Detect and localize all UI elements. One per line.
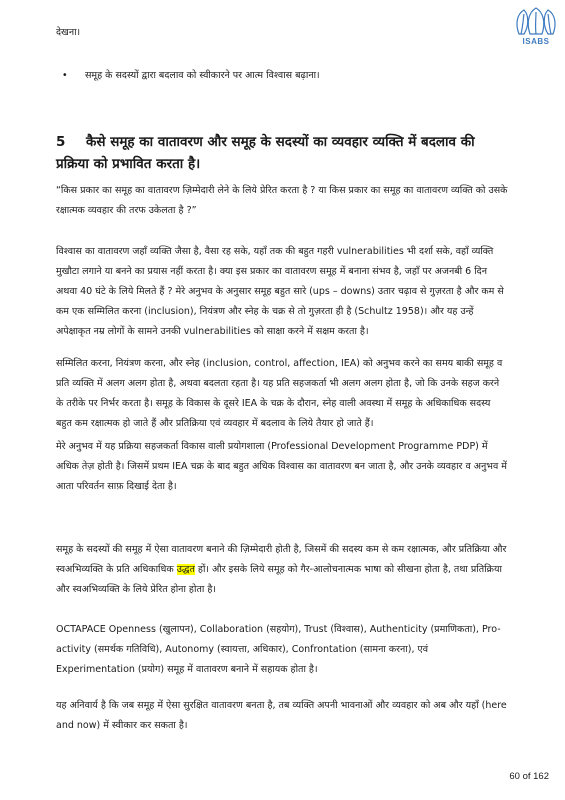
paragraph-5: OCTAPACE Openness (खुलापन), Collaboration (सहयोग), Trust (विश्वास), Authenticity (प्रमाणिकता), Pro-activity (समर्थक गतिविधि), Autonomy (स्वायत्ता, अधिकार), Confrontation (सामना करना), एवं Experimentation (प्रयोग) समूह में वातावरण बनाने में सहायक होता है। [56, 624, 501, 675]
paragraph-4-text-b: हों। और इसके लिये समूह को गैर-आलोचनात्मक भाषा को सीखना होता है, तथा प्रतिक्रिया और स्वअभिव्यक्ति के लिये प्रेरित होना होता है। [56, 564, 502, 595]
paragraph-1: विश्वास का वातावरण जहाँ व्यक्ति जैसा है, वैसा रह सके, यहाँ तक की बहुत गहरी vulnerabilities भी दर्शा सके, वहाँ व्यक्ति मुखौटा लगाने या बनने का प्रयास नहीं करता है। क्या इस प्रकार का वातावरण समूह में बनाना संभव है, जहाँ पर अजनबी 6 दिन अथवा 40 घंटे के लिये मिलते हैं ? मेरे अनुभव के अनुसार समूह बहुत सारे (ups – downs) उतार चढ़ाव से गुज़रता है और कम से कम एक सम्मिलित करना (inclusion), नियंत्रण और स्नेह के चक्र से तो गुज़रता ही है (Schultz 1958)। और यह उन्हें अपेक्षाकृत नम्र लोगों के सामने उनकी vulnerabilities को साक्षा करने में सक्षम करता है। [56, 246, 504, 337]
paragraph-3: मेरे अनुभव में यह प्रक्रिया सहजकर्ता विकास वाली प्रयोगशाला (Professional Development Programme PDP) में अधिक तेज़ होती है। जिसमें प्रथम IEA चक्र के बाद बहुत अधिक विश्वास का वातावरण बन जाता है, और उनके व्यवहार व अनुभव में आता परिवर्तन साफ़ दिखाई देता है। [56, 441, 507, 492]
paragraph-2: सम्मिलित करना, नियंत्रण करना, और स्नेह (inclusion, control, affection, IEA) को अनुभव करने का समय बाकी समूह व प्रति व्यक्ति में अलग अलग होता है, अथवा बदलता रहता है। यह प्रति सहजकर्ता भी अलग अलग होता है, जो कि उनके सहज करने के तरीके पर निर्भर करता है। समूह के विकास के दूसरे IEA के चक्र के दौरान, स्नेह वाली अवस्था में समूह के अधिकाधिक सदस्य बहुत कम रक्षात्मक हो जाते हैं और प्रतिक्रिया एवं व्यवहार में बदलाव के लिये तैयार हो जाते हैं। [56, 358, 503, 429]
isabs-logo [513, 6, 559, 52]
page-number: 60 of 162 [509, 771, 549, 782]
bullet-text: समूह के सदस्यों द्वारा बदलाव को स्वीकारने पर आत्म विश्वास बढ़ाना। [85, 70, 320, 81]
section-heading-cont [56, 153, 508, 175]
paragraph-6: यह अनिवार्य है कि जब समूह में ऐसा सुरक्षित वातावरण बनता है, तब व्यक्ति अपनी भावनाओं और व्यवहार को अब और यहाँ (here and now) में स्वीकार कर सकता है। [56, 700, 507, 731]
isabs-logo-mark [513, 6, 559, 38]
section-title-line2: प्रक्रिया को प्रभावित करता है। [56, 156, 201, 172]
section-title-line1: कैसे समूह का वातावरण और समूह के सदस्यों का व्यवहार व्यक्ति में बदलाव की [86, 134, 475, 150]
paragraph-4 [56, 540, 508, 600]
paragraph-4-text-a: समूह के सदस्यों की समूह में ऐसा वातावरण बनाने की ज़िम्मेदारी होती है, जिसमें की सदस्य कम से कम रक्षात्मक, और प्रतिक्रिया और स्वअभिव्यक्ति के प्रति अधिकाधिक [56, 544, 507, 575]
continuation-line: देखना। [56, 27, 81, 38]
logo-text: ISABS [522, 37, 550, 46]
section-heading [56, 131, 508, 153]
highlighted-word: उद्धत [176, 564, 195, 575]
section-number: 5 [56, 134, 66, 150]
bullet-dot: • [62, 70, 68, 81]
section-quote: “किस प्रकार का समूह का वातावरण ज़िम्मेदारी लेने के लिये प्रेरित करता है ? या किस प्रकार का समूह का वातावरण व्यक्ति को उसके रक्षात्मक व्यवहार की तरफ उकेलता है ?” [56, 185, 508, 216]
